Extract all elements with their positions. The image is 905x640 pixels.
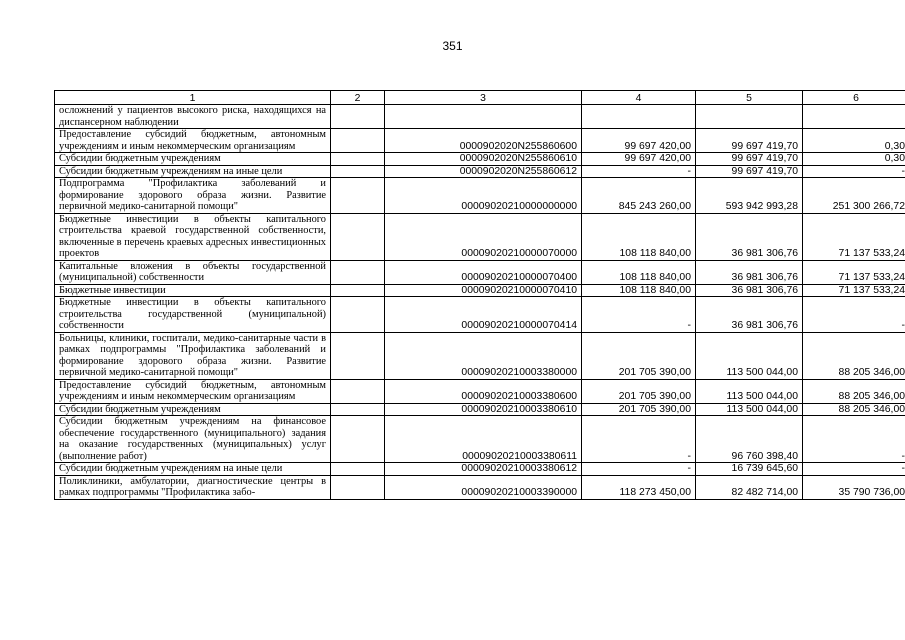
- row-plan-value: [582, 105, 696, 129]
- row-col2: [331, 379, 385, 403]
- row-remainder-value: 0,30: [803, 153, 905, 166]
- table-row: [55, 105, 905, 129]
- row-name: Поликлиники, амбулатории, диагностические центры в рамках подпрограммы "Профилактика забо-: [55, 475, 331, 499]
- row-plan-value: 201 705 390,00: [582, 379, 696, 403]
- row-plan-value: -: [582, 463, 696, 476]
- table-row: [55, 129, 905, 153]
- row-col2: [331, 332, 385, 379]
- table-row: [55, 475, 905, 499]
- row-name: Предоставление субсидий бюджетным, автономным учреждениям и иным некоммерческим организациям: [55, 379, 331, 403]
- row-code: 00009020210003390000: [385, 475, 582, 499]
- row-name: Субсидии бюджетным учреждениям: [55, 403, 331, 416]
- table-row: [55, 332, 905, 379]
- table-row: [55, 416, 905, 463]
- page-number: 351: [442, 39, 463, 53]
- row-remainder-value: 0,30: [803, 129, 905, 153]
- table-row: [55, 260, 905, 284]
- row-actual-value: 36 981 306,76: [696, 284, 803, 297]
- row-code: 0000902020N255860610: [385, 153, 582, 166]
- row-name: Бюджетные инвестиции: [55, 284, 331, 297]
- row-col2: [331, 297, 385, 333]
- row-plan-value: 201 705 390,00: [582, 332, 696, 379]
- row-code: 00009020210003380611: [385, 416, 582, 463]
- row-actual-value: [696, 105, 803, 129]
- row-actual-value: 99 697 419,70: [696, 129, 803, 153]
- row-code: 00009020210000070400: [385, 260, 582, 284]
- row-name: Субсидии бюджетным учреждениям на финансовое обеспечение государственного (муниципального) задания на оказание государственных (муниципальных) услуг (выполнение работ): [55, 416, 331, 463]
- row-plan-value: 108 118 840,00: [582, 213, 696, 260]
- row-remainder-value: 35 790 736,00: [803, 475, 905, 499]
- table-row: [55, 178, 905, 214]
- row-actual-value: 593 942 993,28: [696, 178, 803, 214]
- table-row: [55, 379, 905, 403]
- row-remainder-value: -: [803, 297, 905, 333]
- row-remainder-value: [803, 105, 905, 129]
- row-remainder-value: 251 300 266,72: [803, 178, 905, 214]
- row-col2: [331, 260, 385, 284]
- row-col2: [331, 165, 385, 178]
- row-remainder-value: 88 205 346,00: [803, 379, 905, 403]
- row-col2: [331, 129, 385, 153]
- table-row: [55, 297, 905, 333]
- row-remainder-value: -: [803, 463, 905, 476]
- row-col2: [331, 213, 385, 260]
- row-name: Субсидии бюджетным учреждениям на иные цели: [55, 463, 331, 476]
- row-col2: [331, 403, 385, 416]
- column-header: 4: [582, 91, 696, 105]
- column-header: 1: [55, 91, 331, 105]
- row-name: Предоставление субсидий бюджетным, автономным учреждениям и иным некоммерческим организациям: [55, 129, 331, 153]
- row-plan-value: 845 243 260,00: [582, 178, 696, 214]
- column-header: 3: [385, 91, 582, 105]
- row-remainder-value: 88 205 346,00: [803, 332, 905, 379]
- row-name: Подпрограмма "Профилактика заболеваний и формирование здорового образа жизни. Развитие первичной медико-санитарной помощи": [55, 178, 331, 214]
- row-actual-value: 113 500 044,00: [696, 379, 803, 403]
- row-actual-value: 36 981 306,76: [696, 297, 803, 333]
- row-plan-value: -: [582, 416, 696, 463]
- row-col2: [331, 178, 385, 214]
- table-row: [55, 153, 905, 166]
- column-header: 2: [331, 91, 385, 105]
- row-code: 00009020210003380000: [385, 332, 582, 379]
- row-code: 0000902020N255860600: [385, 129, 582, 153]
- row-plan-value: 99 697 420,00: [582, 129, 696, 153]
- row-code: 0000902020N255860612: [385, 165, 582, 178]
- row-col2: [331, 105, 385, 129]
- row-actual-value: 36 981 306,76: [696, 260, 803, 284]
- row-col2: [331, 153, 385, 166]
- budget-table: [54, 90, 905, 500]
- row-name: Бюджетные инвестиции в объекты капитального строительства государственной (муниципальной) собственности: [55, 297, 331, 333]
- row-name: Больницы, клиники, госпитали, медико-санитарные части в рамках подпрограммы "Профилактика заболеваний и формирование здорового образа жизни. Развитие первичной медико-санитарной помощи": [55, 332, 331, 379]
- row-name: осложнений у пациентов высокого риска, находящихся на диспансерном наблюдении: [55, 105, 331, 129]
- row-remainder-value: 71 137 533,24: [803, 213, 905, 260]
- row-plan-value: 99 697 420,00: [582, 153, 696, 166]
- row-code: 00009020210000070410: [385, 284, 582, 297]
- column-header-row: [55, 91, 905, 105]
- row-code: 00009020210003380610: [385, 403, 582, 416]
- table-row: [55, 165, 905, 178]
- row-actual-value: 82 482 714,00: [696, 475, 803, 499]
- row-code: 00009020210003380600: [385, 379, 582, 403]
- table-row: [55, 213, 905, 260]
- row-col2: [331, 284, 385, 297]
- table-row: [55, 284, 905, 297]
- row-remainder-value: -: [803, 416, 905, 463]
- column-header: 6: [803, 91, 905, 105]
- row-name: Субсидии бюджетным учреждениям: [55, 153, 331, 166]
- row-code: [385, 105, 582, 129]
- row-col2: [331, 463, 385, 476]
- row-actual-value: 113 500 044,00: [696, 403, 803, 416]
- row-code: 00009020210003380612: [385, 463, 582, 476]
- row-col2: [331, 416, 385, 463]
- row-remainder-value: 71 137 533,24: [803, 260, 905, 284]
- row-code: 00009020210000000000: [385, 178, 582, 214]
- row-plan-value: 108 118 840,00: [582, 260, 696, 284]
- row-actual-value: 96 760 398,40: [696, 416, 803, 463]
- column-header: 5: [696, 91, 803, 105]
- row-code: 00009020210000070414: [385, 297, 582, 333]
- row-plan-value: 108 118 840,00: [582, 284, 696, 297]
- row-name: Бюджетные инвестиции в объекты капитального строительства краевой государственной собственности, включенные в перечень краевых адресных инвестиционных проектов: [55, 213, 331, 260]
- row-plan-value: 201 705 390,00: [582, 403, 696, 416]
- row-remainder-value: 88 205 346,00: [803, 403, 905, 416]
- row-plan-value: -: [582, 165, 696, 178]
- table-row: [55, 403, 905, 416]
- row-col2: [331, 475, 385, 499]
- row-plan-value: -: [582, 297, 696, 333]
- row-actual-value: 99 697 419,70: [696, 153, 803, 166]
- row-name: Субсидии бюджетным учреждениям на иные цели: [55, 165, 331, 178]
- table-row: [55, 463, 905, 476]
- row-actual-value: 36 981 306,76: [696, 213, 803, 260]
- row-actual-value: 16 739 645,60: [696, 463, 803, 476]
- row-code: 00009020210000070000: [385, 213, 582, 260]
- row-remainder-value: 71 137 533,24: [803, 284, 905, 297]
- row-remainder-value: -: [803, 165, 905, 178]
- row-actual-value: 113 500 044,00: [696, 332, 803, 379]
- row-plan-value: 118 273 450,00: [582, 475, 696, 499]
- row-name: Капитальные вложения в объекты государственной (муниципальной) собственности: [55, 260, 331, 284]
- row-actual-value: 99 697 419,70: [696, 165, 803, 178]
